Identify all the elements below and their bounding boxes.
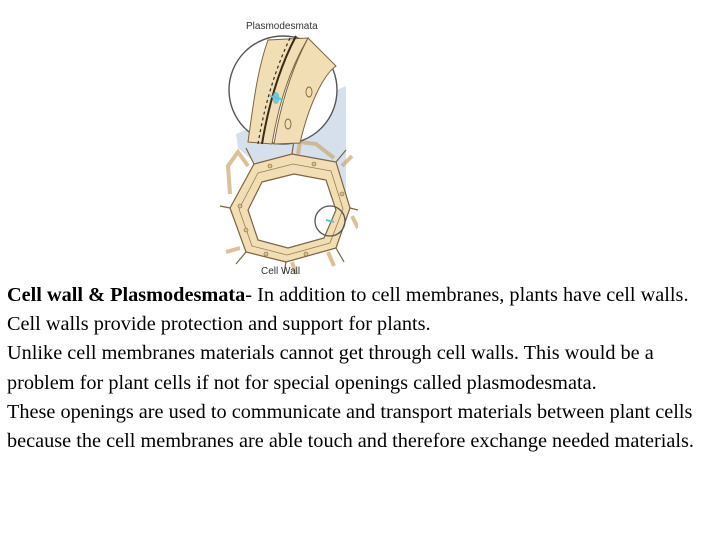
cell-wall-label: Cell Wall — [261, 266, 301, 277]
cell-wall-illustration — [218, 16, 358, 278]
paragraph-openings: These openings are used to communicate and transport materials between plant cells because the cell membranes are able touch and therefore exchange needed materials. — [7, 400, 694, 453]
body-text — [7, 281, 717, 456]
intro-text: - In addition to cell membranes, plants have cell walls. Cell walls provide protection and support for plants. — [7, 284, 689, 336]
term-heading: Cell wall & Plasmodesmata — [7, 284, 246, 306]
cell-wall-diagram — [218, 16, 358, 278]
plasmodesmata-label: Plasmodesmata — [246, 21, 318, 32]
paragraph-membranes: Unlike cell membranes materials cannot get through cell walls. This would be a problem for plant cells if not for special openings called plasmodesmata. — [7, 342, 654, 394]
cell-wall-ring — [220, 140, 358, 274]
intro-paragraph — [7, 281, 717, 339]
magnified-inset — [229, 36, 337, 144]
